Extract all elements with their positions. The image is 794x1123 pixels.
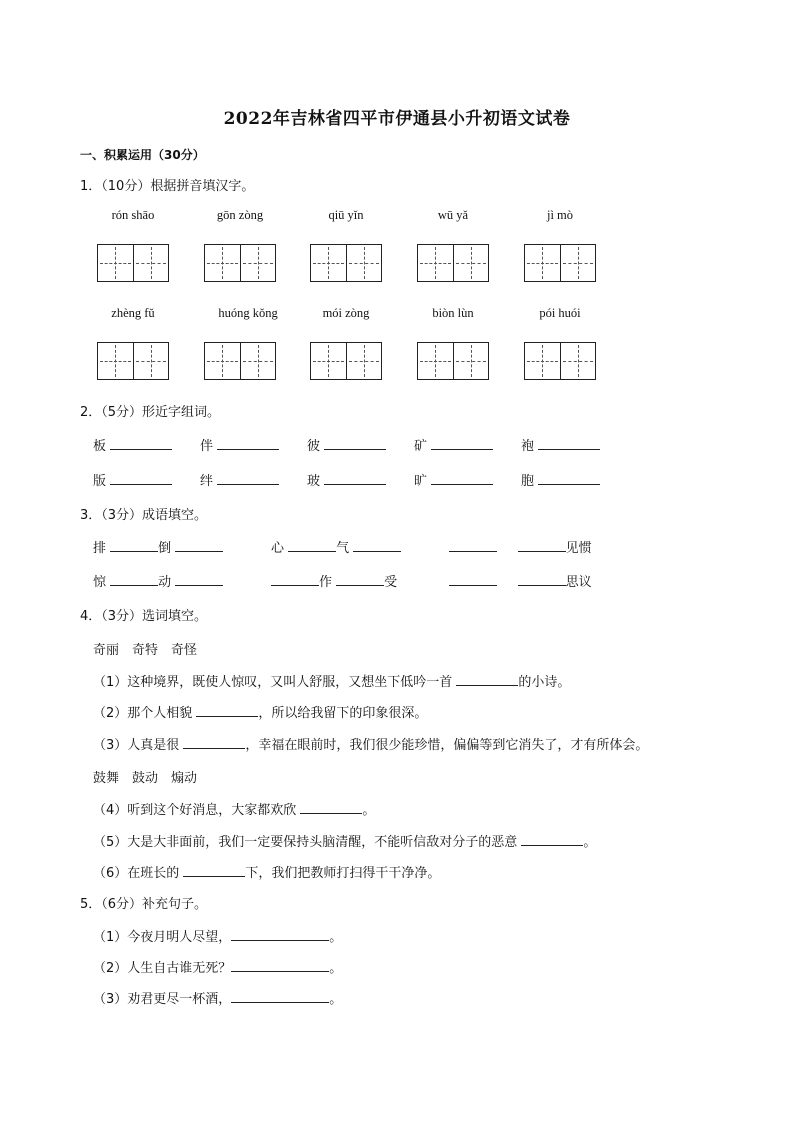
answer-blank[interactable] — [521, 831, 583, 846]
grid-cell[interactable] — [241, 245, 276, 281]
sentence-item — [93, 734, 648, 753]
char-label: 板 — [93, 439, 107, 454]
answer-blank[interactable] — [353, 537, 401, 552]
tianzige-box[interactable] — [97, 342, 169, 380]
grid-cell[interactable] — [205, 343, 241, 379]
answer-blank[interactable] — [110, 470, 172, 485]
sentence-item — [93, 831, 596, 850]
tianzige-box[interactable] — [310, 244, 382, 282]
char-label: 版 — [93, 474, 107, 489]
grid-cell[interactable] — [98, 245, 134, 281]
word-choices: 鼓舞 鼓动 煽动 — [93, 771, 198, 786]
grid-cell[interactable] — [134, 245, 169, 281]
sentence-text: （4）听到这个好消息，大家都欢欣 — [93, 803, 297, 818]
question-5-stem: 5．（6分）补充句子。 — [80, 897, 208, 912]
grid-cell[interactable] — [525, 245, 561, 281]
grid-cell[interactable] — [418, 343, 454, 379]
idiom-char: 排 — [93, 541, 107, 556]
char-item — [521, 470, 600, 489]
pinyin-label: wū yǎ — [437, 208, 469, 222]
idiom-item — [271, 537, 401, 556]
grid-cell[interactable] — [525, 343, 561, 379]
sentence-text: ，幸福在眼前时，我们很少能珍惜，偏偏等到它消失了，才有所体会。 — [245, 738, 649, 753]
pinyin-label: mói zòng — [322, 306, 370, 320]
char-item — [414, 470, 493, 489]
tianzige-box[interactable] — [310, 342, 382, 380]
grid-cell[interactable] — [311, 343, 347, 379]
grid-cell[interactable] — [311, 245, 347, 281]
idiom-char: 心 — [271, 541, 285, 556]
answer-blank[interactable] — [183, 862, 245, 877]
question-2-stem: 2．（5分）形近字组词。 — [80, 405, 221, 420]
idiom-char: 见惯 — [565, 541, 592, 556]
sentence-text: （2）那个人相貌 — [93, 706, 193, 721]
tianzige-box[interactable] — [524, 342, 596, 380]
tianzige-box[interactable] — [524, 244, 596, 282]
pinyin-label: gōn zòng — [216, 208, 264, 222]
grid-cell[interactable] — [205, 245, 241, 281]
sentence-text: （5）大是大非面前，我们一定要保持头脑清醒，不能听信敌对分子的恶意 — [93, 835, 518, 850]
char-label: 矿 — [414, 439, 428, 454]
char-label: 绊 — [200, 474, 214, 489]
answer-blank[interactable] — [110, 571, 158, 586]
answer-blank[interactable] — [324, 470, 386, 485]
grid-cell[interactable] — [561, 245, 596, 281]
idiom-char: 受 — [384, 575, 398, 590]
char-item — [93, 435, 172, 454]
answer-blank[interactable] — [231, 926, 329, 941]
sentence-text: 。 — [362, 803, 376, 818]
idiom-item — [93, 537, 223, 556]
grid-cell[interactable] — [418, 245, 454, 281]
poem-item — [93, 926, 342, 945]
idiom-item — [449, 537, 592, 556]
answer-blank[interactable] — [449, 571, 497, 586]
char-label: 旷 — [414, 474, 428, 489]
pinyin-label: huóng kǒng — [218, 306, 278, 320]
sentence-text: ，所以给我留下的印象很深。 — [258, 706, 428, 721]
answer-blank[interactable] — [110, 435, 172, 450]
idiom-char: 气 — [336, 541, 350, 556]
tianzige-box[interactable] — [97, 244, 169, 282]
sentence-text: （6）在班长的 — [93, 866, 180, 881]
char-item — [521, 435, 600, 454]
answer-blank[interactable] — [231, 988, 329, 1003]
poem-end: 。 — [329, 961, 343, 976]
answer-blank[interactable] — [217, 435, 279, 450]
answer-blank[interactable] — [183, 734, 245, 749]
poem-end: 。 — [329, 992, 343, 1007]
poem-item — [93, 957, 342, 976]
char-item — [200, 470, 279, 489]
idiom-char: 作 — [319, 575, 333, 590]
grid-cell[interactable] — [561, 343, 596, 379]
pinyin-label: qiū yǐn — [328, 208, 364, 222]
char-label: 胞 — [521, 474, 535, 489]
answer-blank[interactable] — [288, 537, 336, 552]
answer-blank[interactable] — [456, 671, 518, 686]
grid-cell[interactable] — [454, 245, 489, 281]
answer-blank[interactable] — [175, 571, 223, 586]
idiom-item — [271, 571, 397, 590]
sentence-text: 的小诗。 — [518, 675, 571, 690]
answer-blank[interactable] — [538, 470, 600, 485]
idiom-char: 惊 — [93, 575, 107, 590]
answer-blank[interactable] — [518, 537, 566, 552]
poem-text: （1）今夜月明人尽望， — [93, 930, 232, 945]
char-item — [307, 435, 386, 454]
answer-blank[interactable] — [231, 957, 329, 972]
pinyin-label: jì mò — [546, 208, 574, 222]
grid-cell[interactable] — [241, 343, 276, 379]
pinyin-label: pói huói — [539, 306, 581, 320]
answer-blank[interactable] — [449, 537, 497, 552]
answer-blank[interactable] — [217, 470, 279, 485]
sentence-item — [93, 702, 427, 721]
sentence-item — [93, 799, 375, 818]
sentence-text: （3）人真是很 — [93, 738, 180, 753]
tianzige-box[interactable] — [204, 342, 276, 380]
grid-cell[interactable] — [347, 245, 382, 281]
answer-blank[interactable] — [431, 435, 493, 450]
tianzige-box[interactable] — [417, 244, 489, 282]
pinyin-label: rón shāo — [111, 208, 155, 222]
idiom-item — [93, 571, 223, 590]
idiom-char: 动 — [158, 575, 172, 590]
page-title: 2022年吉林省四平市伊通县小升初语文试卷 — [223, 109, 571, 129]
question-4-stem: 4．（3分）选词填空。 — [80, 609, 208, 624]
sentence-text: 下，我们把教师打扫得干干净净。 — [245, 866, 441, 881]
sentence-text: 。 — [583, 835, 597, 850]
poem-text: （2）人生自古谁无死？ — [93, 961, 232, 976]
char-label: 玻 — [307, 474, 321, 489]
char-item — [200, 435, 279, 454]
grid-cell[interactable] — [347, 343, 382, 379]
answer-blank[interactable] — [538, 435, 600, 450]
section-heading: 一、积累运用（30分） — [80, 148, 205, 162]
char-label: 袍 — [521, 439, 535, 454]
pinyin-label: zhèng fǔ — [111, 306, 155, 320]
answer-blank[interactable] — [431, 470, 493, 485]
grid-cell[interactable] — [134, 343, 169, 379]
grid-cell[interactable] — [98, 343, 134, 379]
sentence-item — [93, 671, 570, 690]
sentence-text: （1）这种境界，既使人惊叹，又叫人舒服，又想坐下低吟一首 — [93, 675, 453, 690]
question-3-stem: 3．（3分）成语填空。 — [80, 508, 208, 523]
tianzige-box[interactable] — [417, 342, 489, 380]
char-item — [414, 435, 493, 454]
answer-blank[interactable] — [110, 537, 158, 552]
char-label: 伴 — [200, 439, 214, 454]
grid-cell[interactable] — [454, 343, 489, 379]
pinyin-label: biòn lùn — [432, 306, 474, 320]
poem-end: 。 — [329, 930, 343, 945]
char-item — [307, 470, 386, 489]
idiom-item — [449, 571, 592, 590]
answer-blank[interactable] — [336, 571, 384, 586]
answer-blank[interactable] — [175, 537, 223, 552]
answer-blank[interactable] — [518, 571, 566, 586]
poem-item — [93, 988, 342, 1007]
sentence-item — [93, 862, 440, 881]
question-1-stem: 1．（10分）根据拼音填汉字。 — [80, 179, 255, 194]
char-label: 彼 — [307, 439, 321, 454]
word-choices: 奇丽 奇特 奇怪 — [93, 643, 198, 658]
answer-blank[interactable] — [324, 435, 386, 450]
tianzige-box[interactable] — [204, 244, 276, 282]
idiom-char: 倒 — [158, 541, 172, 556]
poem-text: （3）劝君更尽一杯酒， — [93, 992, 232, 1007]
answer-blank[interactable] — [271, 571, 319, 586]
char-item — [93, 470, 172, 489]
idiom-char: 思议 — [565, 575, 592, 590]
answer-blank[interactable] — [300, 799, 362, 814]
answer-blank[interactable] — [196, 702, 258, 717]
